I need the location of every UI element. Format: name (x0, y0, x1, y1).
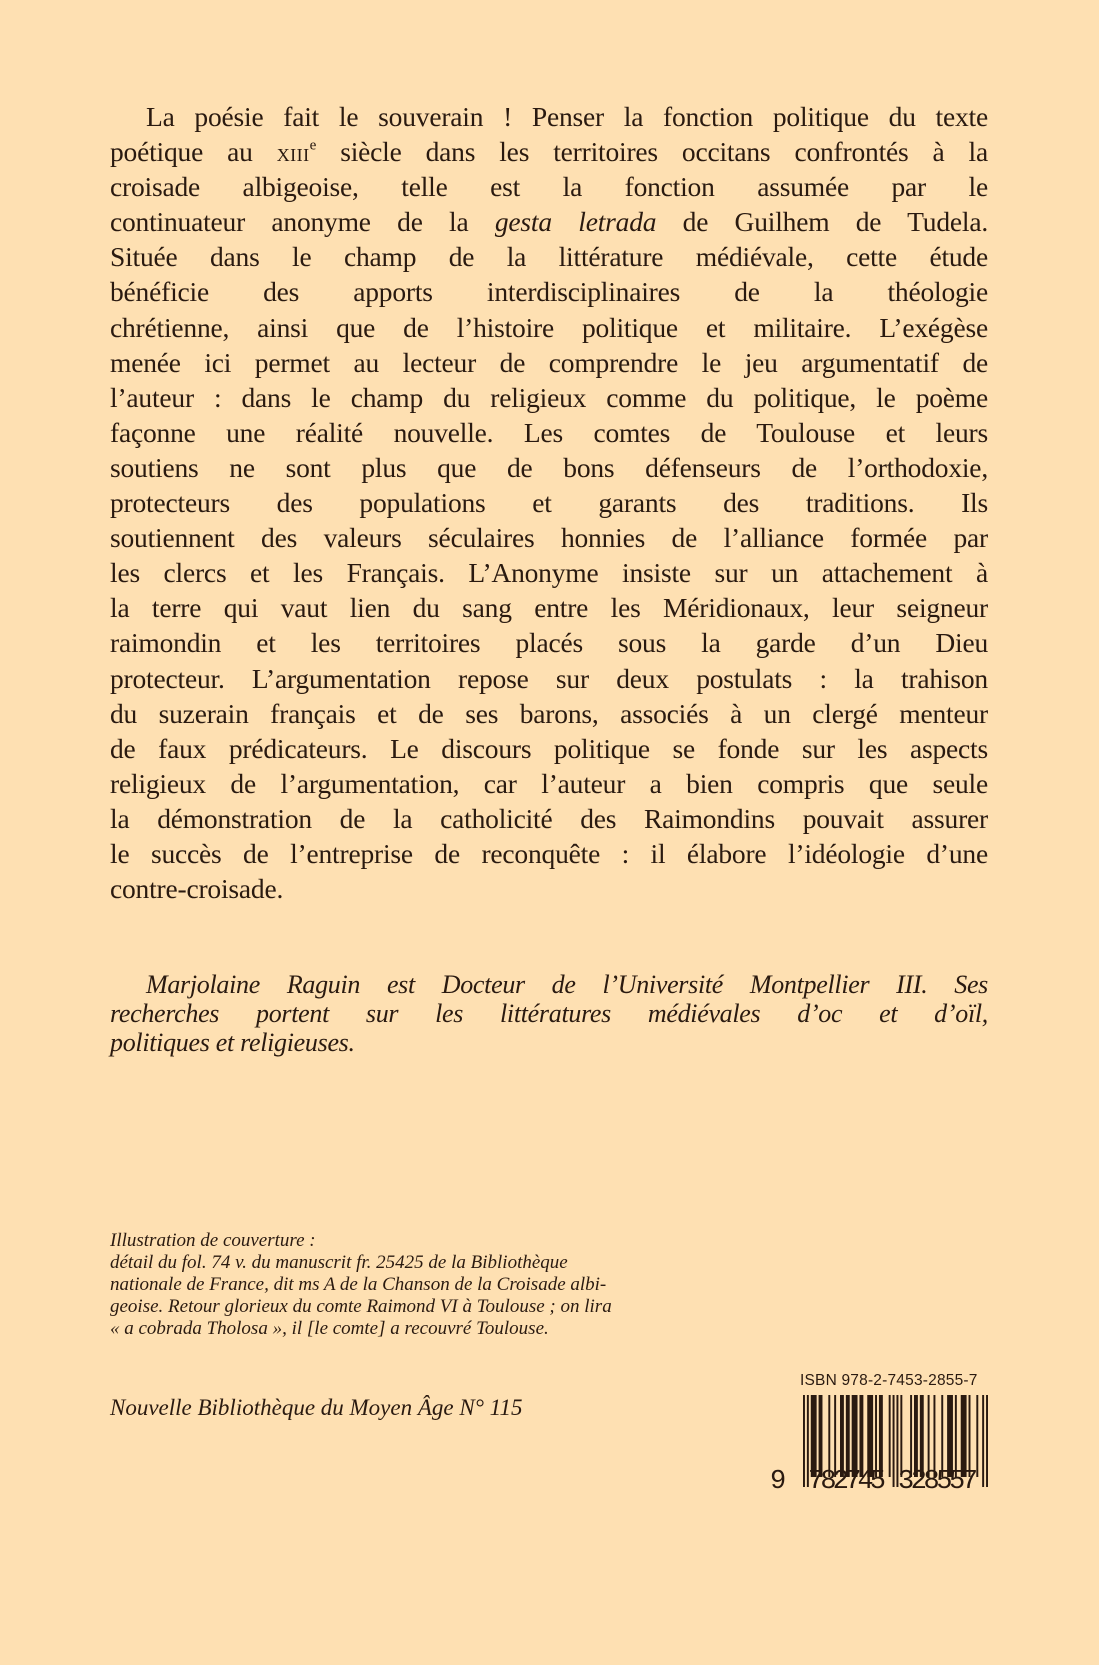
summary-line: religieux de l’argumentation, car l’auteur a bien compris que seule (110, 767, 988, 799)
summary-line: croisade albigeoise, telle est la fonction assumée par le (110, 171, 988, 203)
summary-line: de faux prédicateurs. Le discours politique se fonde sur les aspects (110, 732, 988, 764)
barcode-bar (834, 1395, 836, 1477)
barcode-bar (840, 1395, 844, 1477)
barcode-bar (900, 1395, 902, 1477)
barcode-bar (859, 1395, 863, 1477)
italic-text: détail du fol. 74 v. du manuscrit fr. 25425 de la Bibliothèque (110, 1252, 568, 1273)
summary-line: le succès de l’entreprise de reconquête : il élabore l’idéologie d’une (110, 837, 988, 869)
credits-line: nationale de France, dit ms A de la Chanson de la Croisade albi- (110, 1274, 607, 1295)
summary-line: raimondin et les territoires placés sous la garde d’un Dieu (110, 627, 988, 659)
barcode-bar (933, 1395, 935, 1477)
isbn-label: ISBN 978-2-7453-2855-7 (800, 1372, 978, 1389)
summary-line: poétique au xiii$^e$ siècle dans les territoires occitans confrontés à la (110, 136, 989, 168)
summary-line: bénéficie des apports interdisciplinaires de la théologie (110, 276, 988, 308)
summary-line: Située dans le champ de la littérature médiévale, cette étude (110, 241, 988, 273)
cover-illustration-credits (110, 1230, 730, 1340)
barcode (770, 1393, 1000, 1493)
barcode-bar (969, 1395, 971, 1477)
summary-line: protecteur. L’argumentation repose sur deux postulats : la trahison (110, 662, 988, 694)
summary-line: soutiennent des valeurs séculaires honnies de l’alliance formée par (110, 522, 988, 554)
barcode-guard-bar (982, 1395, 984, 1487)
barcode-digits-right: 328557 (898, 1467, 978, 1493)
author-bio-line: recherches portent sur les littératures médiévales d’oc et d’oïl, (110, 999, 988, 1028)
barcode-bar (846, 1395, 850, 1477)
barcode-digits-left: 782745 (808, 1467, 886, 1493)
barcode-bar (819, 1395, 823, 1477)
barcode-bar (828, 1395, 830, 1477)
series-title: Nouvelle Bibliothèque du Moyen Âge N° 115 (110, 1395, 523, 1420)
italic-text: [le comte] (306, 1318, 386, 1339)
small-caps-numeral: xiii (276, 139, 310, 168)
barcode-bar (811, 1395, 817, 1477)
summary-line: la terre qui vaut lien du sang entre les Méridionaux, leur seigneur (110, 592, 988, 624)
ordinal-superscript: e (309, 137, 317, 154)
barcode-guard-bar (986, 1395, 988, 1487)
italic-text: « a cobrada Tholosa » (110, 1318, 283, 1339)
barcode-bar (976, 1395, 978, 1477)
summary-line: l’auteur : dans le champ du religieux comme du politique, le poème (110, 381, 988, 413)
barcode-bar (961, 1395, 967, 1477)
italic-text: nationale de France, dit ms A de la (110, 1274, 378, 1295)
italic-text: Retour glorieux du comte Raimond VI à Toulouse ; on lira (168, 1296, 612, 1317)
barcode-bar (920, 1395, 924, 1477)
summary-line: protecteurs des populations et garants des traditions. Ils (110, 487, 988, 519)
summary-line: chrétienne, ainsi que de l’histoire politique et militaire. L’exégèse (110, 311, 988, 343)
barcode-bar (941, 1395, 943, 1477)
barcode-bar (928, 1395, 930, 1477)
summary-line: La poésie fait le souverain ! Penser la fonction politique du texte (146, 101, 988, 132)
barcode-bar (867, 1395, 873, 1477)
barcode-bar (852, 1395, 858, 1477)
credits-line: geoise. Retour glorieux du comte Raimond VI à Toulouse ; on lira (110, 1296, 612, 1317)
summary-line: continuateur anonyme de la gesta letrada de Guilhem de Tudela. (110, 206, 989, 238)
italic-text: Illustration de couverture : (110, 1230, 316, 1251)
summary-line: du suzerain français et de ses barons, associés à un clergé menteur (110, 697, 988, 729)
barcode-bar (875, 1395, 877, 1477)
back-cover-summary (110, 99, 988, 906)
credits-line: « a cobrada Tholosa », il [le comte] a recouvré Toulouse. (110, 1318, 549, 1339)
barcode-guard-bar (803, 1395, 805, 1487)
barcode-bar (955, 1395, 957, 1477)
credits-line (110, 1230, 730, 1252)
barcode-bar (889, 1395, 891, 1477)
barcode-digit-first: 9 (770, 1467, 787, 1493)
summary-line: la démonstration de la catholicité des Raimondins pouvait assurer (110, 802, 988, 834)
summary-line: contre-croisade. (110, 873, 284, 905)
barcode-bar (879, 1395, 883, 1477)
author-bio-line: Marjolaine Raguin est Docteur de l’Université Montpellier III. Ses (146, 970, 988, 999)
barcode-bar (914, 1395, 918, 1477)
barcode-bar (910, 1395, 912, 1477)
author-bio-line: politiques et religieuses. (110, 1028, 355, 1057)
italic-text: gesta letrada (494, 206, 657, 238)
barcode-guard-bar (893, 1395, 895, 1487)
summary-line: soutiens ne sont plus que de bons défenseurs de l’orthodoxie, (110, 451, 988, 483)
summary-line: façonne une réalité nouvelle. Les comtes de Toulouse et leurs (110, 416, 988, 448)
author-bio (110, 970, 988, 1057)
summary-line: les clercs et les Français. L’Anonyme insiste sur un attachement à (110, 557, 988, 589)
barcode-bar (947, 1395, 953, 1477)
summary-line: menée ici permet au lecteur de comprendre le jeu argumentatif de (110, 346, 988, 378)
credits-line (110, 1252, 730, 1274)
